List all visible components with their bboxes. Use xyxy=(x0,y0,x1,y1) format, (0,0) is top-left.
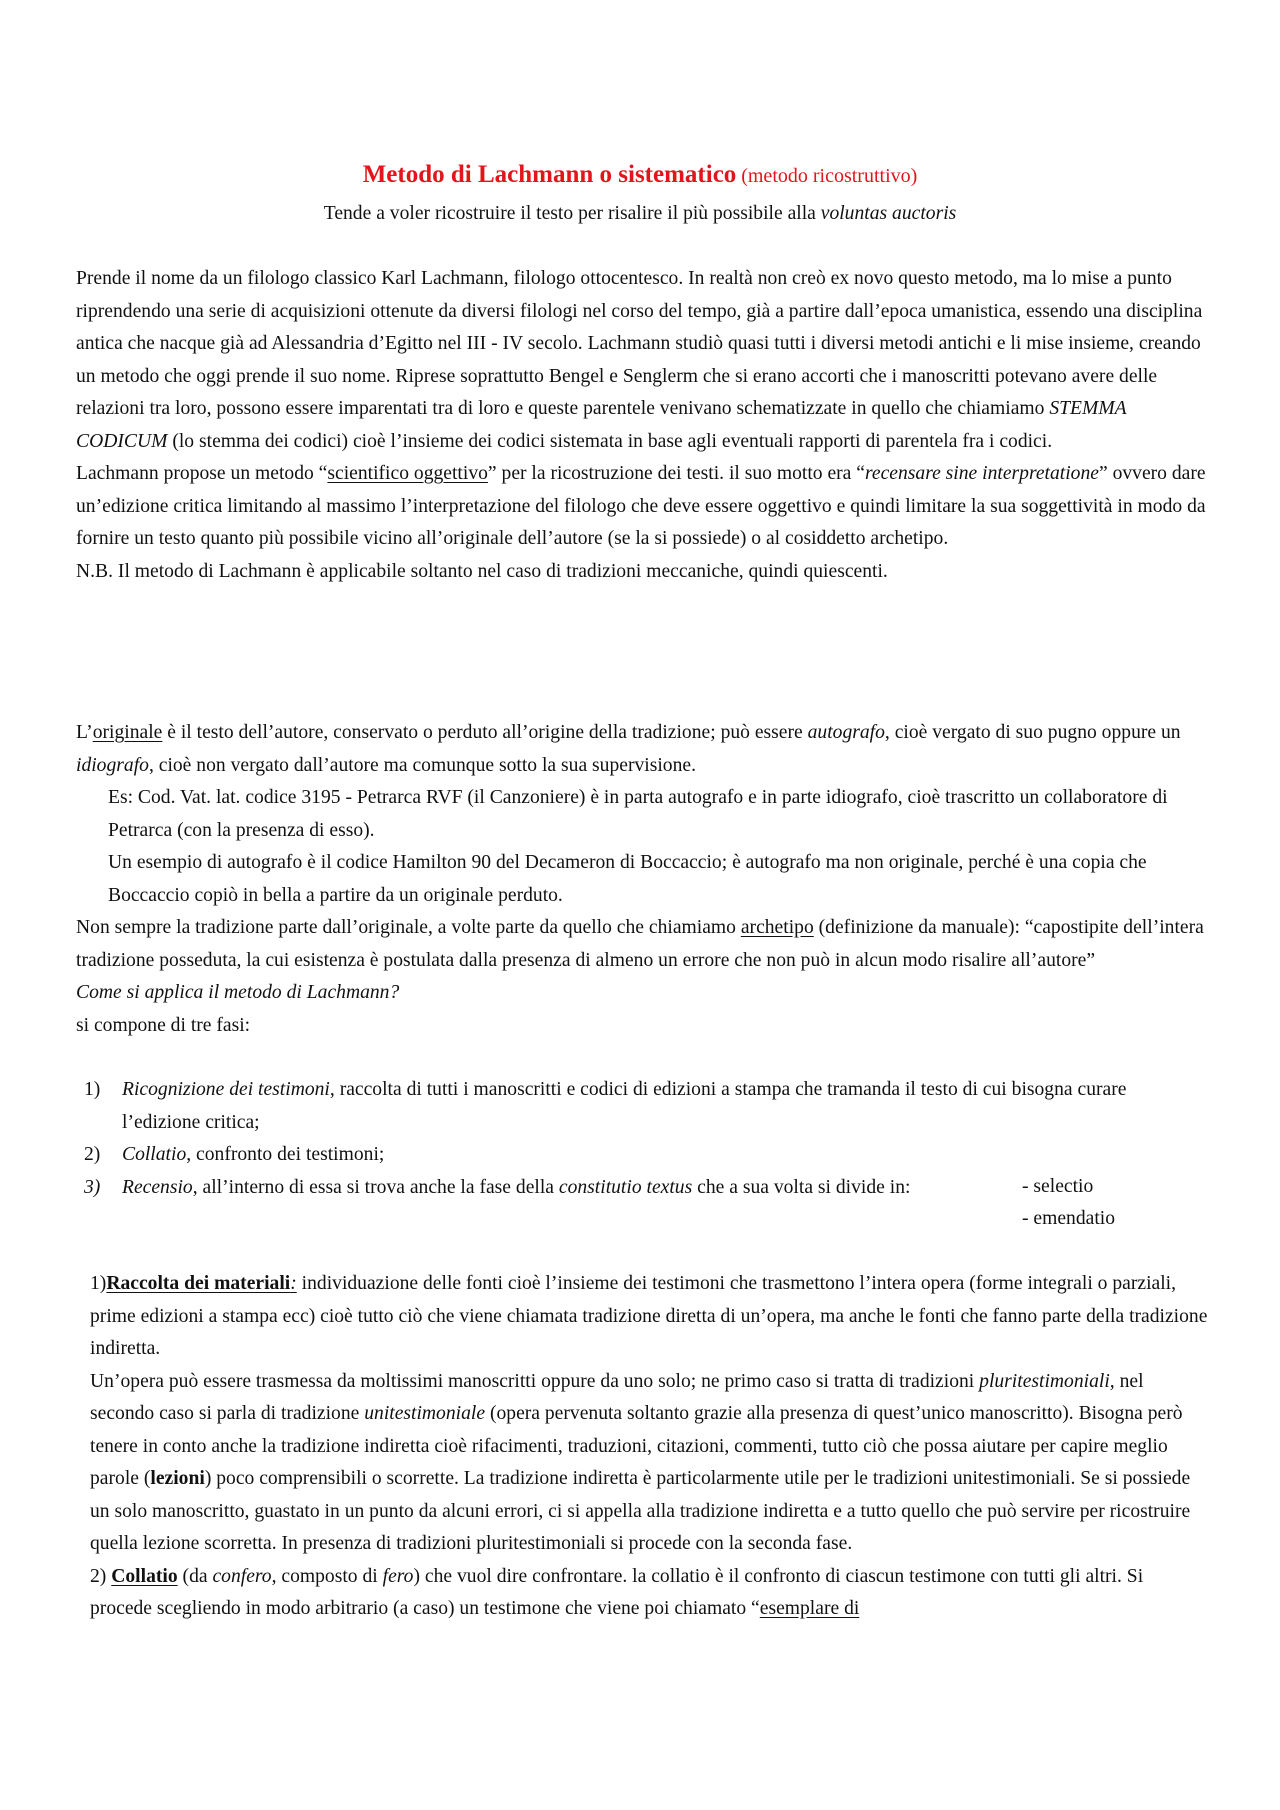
example-1-content: Es: Cod. Vat. lat. codice 3195 - Petrarca RVF (il Canzoniere) è in parta autografo e in parte idiografo, cioè trascritto un collaboratore di Petrarca (con la presenza di esso). xyxy=(108,787,1168,841)
document-subtitle xyxy=(0,198,1280,231)
tradizione-paragraph xyxy=(90,1366,1210,1561)
title-main: Metodo di Lachmann o sistematico xyxy=(362,161,737,188)
orig-a: L’ xyxy=(76,722,93,743)
arch-b: (definizione da manuale): “capostipite dell’intera tradizione posseduta, la cui esistenza è postulata dalla presenza di almeno un errore che non può in alcun modo risalire all’autore” xyxy=(76,917,1204,971)
raccolta-number: 1) xyxy=(90,1273,107,1294)
stemma-codicum: STEMMA CODICUM xyxy=(76,398,1127,452)
idiografo-term: idiografo xyxy=(76,754,149,776)
nb-paragraph: N.B. Il metodo di Lachmann è applicabile soltanto nel caso di tradizioni meccaniche, quindi quiescenti. xyxy=(76,560,888,582)
title-sub: (metodo ricostruttivo) xyxy=(741,165,918,187)
collatio-number: 2) xyxy=(90,1565,112,1587)
trad-b3: (opera pervenuta soltanto grazie alla presenza di quest’unico manoscritto). Bisogna però tenere in conto anche la tradizione indiretta cioè rifacimenti, traduzioni, citazioni, commenti, tutto ciò che possa aiutare per capire meglio parole ( xyxy=(90,1403,1183,1489)
trad-b2: nel secondo caso si parla di tradizione xyxy=(90,1370,1144,1424)
sub-step-emendatio: - emendatio xyxy=(1022,1208,1116,1229)
arch-a: Non sempre la tradizione parte dall’originale, a volte parte da quello che chiamiamo xyxy=(76,917,741,938)
orig-d: , cioè non vergato dall’autore ma comunque sotto la sua supervisione. xyxy=(148,754,696,776)
step-term: Collatio xyxy=(122,1144,187,1165)
raccolta-text: individuazione delle fonti cioè l’insieme dei testimoni che trasmettono l’intera opera (forme integrali o parziali, prime edizioni a stampa ecc) cioè tutto ciò che viene chiamata tradizione diretta di un’opera, ma anche le fonti che fanno parte della tradizione indiretta. xyxy=(90,1273,1208,1359)
example-1 xyxy=(76,782,1206,847)
step-number: 2) xyxy=(84,1144,101,1165)
step-text: , all’interno di essa si trova anche la fase della xyxy=(192,1176,559,1198)
raccolta-section xyxy=(90,1268,1210,1626)
p2-text-a: Lachmann propose un metodo “ xyxy=(76,463,328,484)
sub-step-selectio: - selectio xyxy=(1022,1176,1094,1197)
step-number: 3) xyxy=(84,1176,101,1198)
list-item xyxy=(76,1139,1206,1172)
intro-text: Prende il nome da un filologo classico Karl Lachmann, filologo ottocentesco. In realtà non creò ex novo questo metodo, ma lo mise a punto riprendendo una serie di acquisizioni ottenute da diversi filologi nel corso del tempo, già a partire dall’epoca umanistica, essendo una disciplina antica che nacque già ad Alessandria d’Egitto nel III - IV secolo. Lachmann studiò quasi tutti i diversi metodi antichi e li mise insieme, creando un metodo che oggi prende il suo nome. Riprese soprattutto Bengel e Senglerm che si erano accorti che i manoscritti potevano avere delle relazioni tra loro, possono essere imparentati tra di loro e queste parentele venivano schematizzate in quello che chiamiamo xyxy=(76,268,1203,419)
esemplare-term: esemplare di xyxy=(759,1598,860,1619)
example-2-content: Un esempio di autografo è il codice Hamilton 90 del Decameron di Boccaccio; è autografo ma non originale, perché è una copia che Boccaccio copiò in bella a partire da un originale perduto. xyxy=(108,852,1147,906)
step-term: Recensio xyxy=(122,1176,193,1198)
collatio-paragraph xyxy=(90,1561,1210,1626)
lezioni-term: lezioni xyxy=(150,1468,205,1489)
document-title xyxy=(0,158,1280,194)
list-item xyxy=(76,1074,1206,1139)
p2-text-b: ” per la ricostruzione dei testi. il suo motto era “ xyxy=(487,463,865,484)
trad-b4: ) poco comprensibili o scorrette. La tradizione indiretta è particolarmente utile per le tradizioni unitestimoniali. Se si possiede un solo manoscritto, guastato in un punto da alcuni errori, ci si appella alla tradizione indiretta e a tutto quello che può servire per ricostruire quella lezione scorretta. In presenza di tradizioni pluritestimoniali si procede con la seconda fase. xyxy=(90,1468,1191,1554)
archetipo-paragraph xyxy=(76,912,1206,977)
raccolta-heading: Raccolta dei materiali xyxy=(106,1273,291,1294)
step-text: , raccolta di tutti i manoscritti e codici di edizioni a stampa che tramanda il testo di cui bisogna curare l’edizione critica; xyxy=(122,1079,1127,1133)
coll-c: ) che vuol dire confrontare. la collatio è il confronto di ciascun testimone con tutti gli altri. Si procede scegliendo in modo arbitrario (a caso) un testimone che viene poi chiamato “ xyxy=(90,1565,1144,1619)
intro-text-end: (lo stemma dei codici) cioè l’insieme dei codici sistemata in base agli eventuali rapporti di parentela fra i codici. xyxy=(167,430,1053,452)
coll-b: , composto di xyxy=(271,1565,383,1587)
subtitle-italic: voluntas auctoris xyxy=(820,203,957,224)
subtitle-text: Tende a voler ricostruire il testo per risalire il più possibile alla xyxy=(323,203,821,224)
step-number: 1) xyxy=(84,1079,101,1100)
step-text-2: che a sua volta si divide in: xyxy=(692,1176,911,1198)
intro-paragraph-2 xyxy=(76,458,1206,556)
step-term: Ricognizione dei testimoni xyxy=(122,1079,330,1100)
pluritestimoniali-term: pluritestimoniali, xyxy=(979,1370,1115,1392)
trad-b1: Un’opera può essere trasmessa da moltissimi manoscritti oppure da uno solo; ne primo caso si tratta di tradizioni xyxy=(90,1370,980,1392)
originale-paragraph xyxy=(76,717,1206,782)
example-2 xyxy=(76,847,1206,912)
confero-term: confero xyxy=(212,1565,272,1587)
example-1-text xyxy=(108,782,1206,847)
motto: recensare sine interpretatione xyxy=(864,463,1099,484)
intro-section xyxy=(76,263,1206,588)
method-question: Come si applica il metodo di Lachmann? xyxy=(76,982,400,1003)
step-text: , confronto dei testimoni; xyxy=(186,1144,385,1165)
constitutio-textus: constitutio textus xyxy=(558,1176,693,1198)
orig-term: originale xyxy=(92,722,163,743)
orig-b: è il testo dell’autore, conservato o perduto all’origine della tradizione; può essere xyxy=(162,722,808,743)
unitestimoniale-term: unitestimoniale xyxy=(364,1403,486,1424)
orig-c: , cioè vergato di suo pugno oppure un xyxy=(884,722,1181,743)
coll-a: (da xyxy=(177,1565,213,1587)
fero-term: fero xyxy=(382,1565,414,1587)
intro-paragraph-1 xyxy=(76,263,1206,458)
raccolta-colon: : xyxy=(290,1273,297,1294)
autografo-term: autografo xyxy=(807,722,885,743)
raccolta-paragraph xyxy=(90,1268,1210,1366)
archetipo-term: archetipo xyxy=(740,917,814,938)
originale-section xyxy=(76,717,1206,1042)
fasi-intro: si compone di tre fasi: xyxy=(76,1014,251,1036)
scientifico-oggettivo: scientifico oggettivo xyxy=(327,463,488,484)
p2-text-c: ” ovvero dare un’edizione critica limitando al massimo l’interpretazione del filologo che deve essere oggettivo e quindi limitare la sua soggettività in modo da fornire un testo quanto più possibile vicino all’originale dell’autore (se la si possiede) o al cosiddetto archetipo. xyxy=(76,463,1206,549)
collatio-heading: Collatio xyxy=(111,1565,178,1587)
